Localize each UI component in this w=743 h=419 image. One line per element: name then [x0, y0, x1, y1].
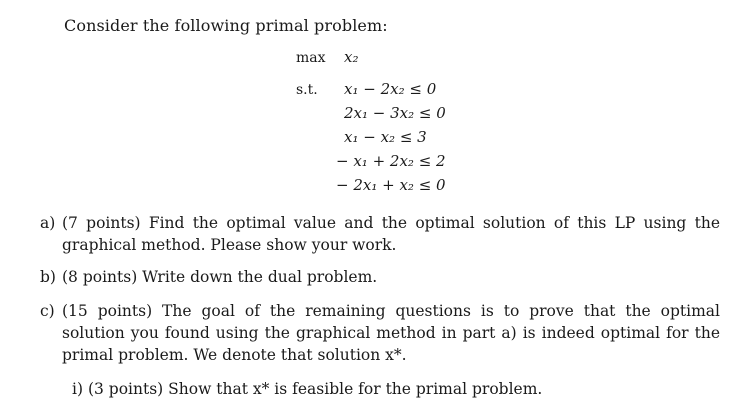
- question-label: a): [40, 214, 56, 232]
- question-text: (15 points) The goal of the remaining questions is to prove that the optimal solution you found using the graphical method in part a) is indeed optimal for the primal problem. We denote that solution x*.: [62, 302, 720, 364]
- constraint-3: x₁ − x₂ ≤ 3: [344, 128, 427, 146]
- constraint-4: − x₁ + 2x₂ ≤ 2: [336, 152, 446, 170]
- intro-text: Consider the following primal problem:: [64, 16, 388, 35]
- question-text: (8 points) Write down the dual problem.: [62, 268, 378, 286]
- constraints-keyword: s.t.: [296, 82, 318, 98]
- subquestion-i: [72, 380, 542, 398]
- constraint-1: x₁ − 2x₂ ≤ 0: [344, 80, 437, 98]
- question-b: [40, 266, 720, 288]
- constraint-5: − 2x₁ + x₂ ≤ 0: [336, 176, 446, 194]
- question-label: b): [40, 268, 56, 286]
- objective-expression: x₂: [344, 48, 359, 66]
- constraint-2: 2x₁ − 3x₂ ≤ 0: [344, 104, 446, 122]
- question-text: (7 points) Find the optimal value and the optimal solution of this LP using the graphical method. Please show your work.: [62, 214, 720, 254]
- objective-keyword: max: [296, 50, 326, 66]
- question-a: [40, 212, 720, 256]
- question-label: c): [40, 302, 55, 320]
- subquestion-text: (3 points) Show that x* is feasible for the primal problem.: [87, 380, 543, 398]
- subquestion-label: i): [72, 380, 84, 398]
- question-c: [40, 300, 720, 366]
